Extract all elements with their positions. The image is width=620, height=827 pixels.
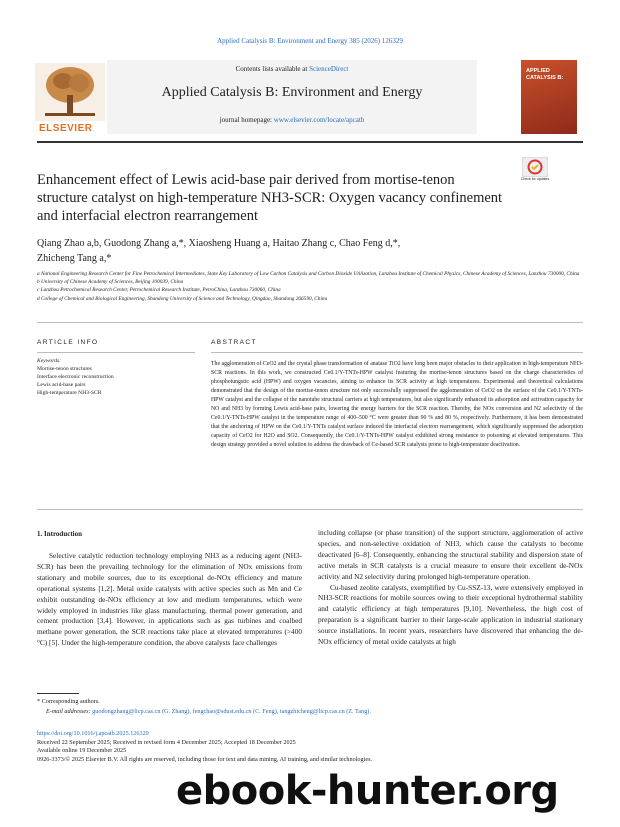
keyword-item: Lewis acid-base pairs [37, 382, 86, 388]
intro-right-column [318, 528, 583, 648]
author-list [37, 236, 583, 266]
elsevier-wordmark: ELSEVIER [39, 123, 93, 134]
homepage-link[interactable]: www.elsevier.com/locate/apcatb [273, 116, 365, 124]
homepage-line [107, 116, 477, 124]
intro-left-column: Selective catalytic reduction technology employing NH3 as a reducing agent (NH3-SCR) has been the prevailing technology for the elimination of NOx emissions from stationary and mobile sources, due to its exceptional de-NOx efficiency and mature operational systems [1,2]. Metal oxide catalysts with active species such as Mn and Ce exhibit outstanding de-NOx efficiency at low and medium temperatures, which were widely employed in industries like glass manufacturing, thermal power generation, and cement production [3,4]. However, in applications such as gas turbines and coalbed methane power generation, the SCR reactions take place at elevated temperatures (>400 °C) [5]. Under the high-temperature condition, the above catalysts face challenges [37, 551, 302, 648]
affiliation-c: c Lanzhou Petrochemical Research Center, Petrochemical Research Institute, PetroChina, Lanzhou 730060, China [37, 287, 281, 294]
intro-paragraph: including collapse (or phase transition) of the support structure, agglomeration of active species, and non-selective oxidation of NH3, which cause the catalysts to become deactivated [6–8]. Consequently, enhancing the structural stability and dispersion state of active metals in SCR catalysts is a crucial measure to ensure their excellent de-NOx activity and N2 selectivity during prolonged high-temperature operation. [318, 528, 583, 581]
email-label: E-mail addresses: [46, 708, 93, 715]
journal-cover-thumbnail[interactable] [521, 60, 577, 134]
email-line [37, 707, 583, 717]
abstract-end-divider [37, 509, 583, 510]
intro-paragraph: Cu-based zeolite catalysts, exemplified by Cu-SSZ-13, were extensively employed in NH3-SCR reactions for mobile sources owing to their exceptional hydrothermal stability and catalytic efficiency at high temperatures [9,10]. Nevertheless, the high cost of preparation is a significant barrier to their large-scale application in industrial stationary source installations. In recent years, researchers have discovered that enhancing the de-NOx efficiency of metal oxide catalysts at high [318, 582, 583, 647]
affiliation-a: a National Engineering Research Center for Fine Petrochemical Intermediates, State Key Laboratory of Low Carbon Catalysis and Carbon Dioxide Utilization, Lanzhou Institute of Chemical Physics, Chinese Academy of Sciences, Lanzhou 730000, China [37, 271, 580, 277]
check-for-updates-badge[interactable] [522, 157, 548, 187]
publication-info [37, 730, 583, 764]
elsevier-tree-icon [35, 63, 105, 121]
journal-name: Applied Catalysis B: Environment and Energy [161, 85, 423, 100]
abstract-text: The agglomeration of CeO2 and the crystal phase transformation of anatase TiO2 have long been major obstacles to their application in high-temperature NH3-SCR reactions. In this work, we constructed Ce0.1/Y-TNTs-HPW catalyst featuring the mortise-tenon structures based on the charge characteristics of phosphotungstic acid (HPW) and oxygen vacancies, aiming to enhance its SCR activity at high temperatures. Experimental and theoretical calculations demonstrated that the design of the mortise-tenon structure not only successfully suppressed the agglomeration of CeO2 on the surface of the Ce0.1/Y-TNTs-HPW catalyst and the collapse of the nanotube structural carriers at high temperatures, but also significantly enhanced its adsorption and activation capacity for NO and NH3 by forming Lewis acid-base pairs, lowering the energy barriers for the SCR reaction. Thereby, the NOx conversion and N2 selectivity of the Ce0.1/Y-TNTs-HPW catalyst in the temperature range of 400–500 °C were greater than 90 % and 80 %, respectively. Furthermore, it has been demonstrated that the anchoring of HPW on the Ce0.1/Y-TNTs catalyst surface induced the interfacial electron rearrangement, which significantly suppressed the adsorption capacity of CeO2 for H2O and SO2. Consequently, the Ce0.1/Y-TNTs-HPW catalyst exhibited strong resistance to poisoning at elevated temperatures. This design strategy provided a novel solution to address the drawback of Ce-based SCR catalysts prone to high-temperature deactivation. [211, 361, 583, 448]
introduction-heading: 1. Introduction [37, 530, 82, 538]
contents-line [107, 65, 477, 73]
affiliation-d: d College of Chemical and Biological Engineering, Shandong University of Science and Technology, Qingdao, Shandong 266590, China [37, 295, 328, 302]
authors-line-1[interactable]: Qiang Zhao a,b, Guodong Zhang a,*, Xiaosheng Huang a, Haitao Zhang c, Chao Feng d,*, [37, 238, 401, 249]
journal-reference-link[interactable]: Applied Catalysis B: Environment and Energy 385 (2026) 126329 [217, 37, 403, 45]
copyright-line: 0926-3373/© 2025 Elsevier B.V. All rights are reserved, including those for text and data mining, AI training, and similar technologies. [37, 755, 373, 763]
affiliations [37, 270, 583, 303]
watermark-text: ebook-hunter.org [176, 768, 559, 814]
article-info-heading: ARTICLE INFO [37, 339, 99, 346]
sciencedirect-link[interactable]: ScienceDirect [309, 65, 349, 73]
abstract-divider [211, 352, 583, 353]
masthead-divider [37, 141, 583, 143]
received-dates: Received 22 September 2025; Received in revised form 4 December 2025; Accepted 18 December 2025 [37, 738, 296, 746]
doi-link[interactable]: https://doi.org/10.1016/j.apcatb.2025.126329 [37, 730, 149, 737]
journal-info-box [107, 60, 477, 134]
elsevier-logo[interactable] [35, 63, 105, 135]
article-info-divider [37, 352, 195, 353]
available-online: Available online 19 December 2025 [37, 747, 127, 754]
affiliation-divider [37, 322, 583, 323]
abstract-heading: ABSTRACT [211, 339, 257, 346]
keyword-item: Mortise-tenon structures [37, 366, 92, 372]
authors-line-2[interactable]: Zhicheng Tang a,* [37, 253, 112, 264]
keywords-label: Keywords: [37, 358, 62, 364]
keyword-item: Interface electronic reconstruction [37, 374, 114, 380]
check-updates-label: Check for updates [520, 177, 550, 181]
article-title: Enhancement effect of Lewis acid-base pair derived from mortise-tenon structure catalyst on high-temperature NH3-SCR: Oxygen vacancy confinement and interfacial electron rearrangement [37, 172, 503, 224]
footnote-divider [37, 693, 79, 694]
email-addresses[interactable]: guodongzhang@licp.cas.cn (G. Zhang), fengchao@sdust.edu.cn (C. Feng), tangzhicheng@licp.cas.cn (Z. Tang). [92, 708, 371, 715]
check-updates-icon [522, 157, 548, 177]
corresponding-authors-note: * Corresponding authors. [37, 698, 100, 705]
keyword-item: High-temperature NH3-SCR [37, 390, 102, 396]
cover-title: APPLIED CATALYSIS B: [526, 68, 564, 81]
journal-masthead [35, 60, 585, 138]
affiliation-b: b University of Chinese Academy of Sciences, Beijing 100039, China [37, 279, 184, 286]
footnote-block [37, 697, 583, 717]
homepage-prefix: journal homepage: [219, 116, 274, 124]
contents-prefix: Contents lists available at [235, 65, 310, 73]
keywords-block [37, 357, 197, 397]
